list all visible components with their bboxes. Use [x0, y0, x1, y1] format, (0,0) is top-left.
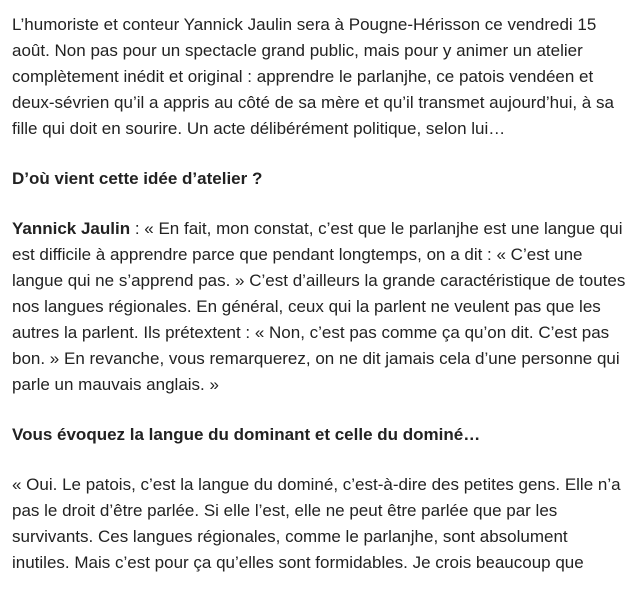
- article-body: [12, 12, 627, 600]
- interview-question-2: Vous évoquez la langue du dominant et celle du dominé…: [12, 425, 481, 444]
- interview-answer-1: [12, 216, 627, 398]
- interview-answer-2: « Oui. Le patois, c’est la langue du dominé, c’est-à-dire des petites gens. Elle n’a pas le droit d’être parlée. Si elle l’est, elle ne peut être parlée que par les survivants. Ces langues régionales, comme le parlanjhe, sont absolument inutiles. Mais c’est pour ça qu’elles sont formidables. Je crois beaucoup que: [12, 475, 621, 572]
- article-intro: L’humoriste et conteur Yannick Jaulin sera à Pougne-Hérisson ce vendredi 15 août. Non pas pour un spectacle grand public, mais pour y animer un atelier complètement inédit et original : apprendre le parlanjhe, ce patois vendéen et deux-sévrien qu’il a appris au côté de sa mère et qu’il transmet aujourd’hui, à sa fille qui doit en sourire. Un acte délibérément politique, selon lui…: [12, 15, 614, 138]
- speaker-name: Yannick Jaulin: [12, 219, 131, 238]
- answer-1-text: : « En fait, mon constat, c’est que le parlanjhe est une langue qui est difficile à apprendre parce que pendant longtemps, on a dit : « C’est une langue qui ne s’apprend pas. » C’est d’ailleurs la grande caractéristique de toutes nos langues régionales. En général, ceux qui la parlent ne veulent pas que les autres la parlent. Ils prétextent : « Non, c’est pas comme ça qu’on dit. C’est pas bon. » En revanche, vous remarquerez, on ne dit jamais cela d’une personne qui parle un mauvais anglais. »: [12, 219, 626, 394]
- interview-question-1: D’où vient cette idée d’atelier ?: [12, 169, 263, 188]
